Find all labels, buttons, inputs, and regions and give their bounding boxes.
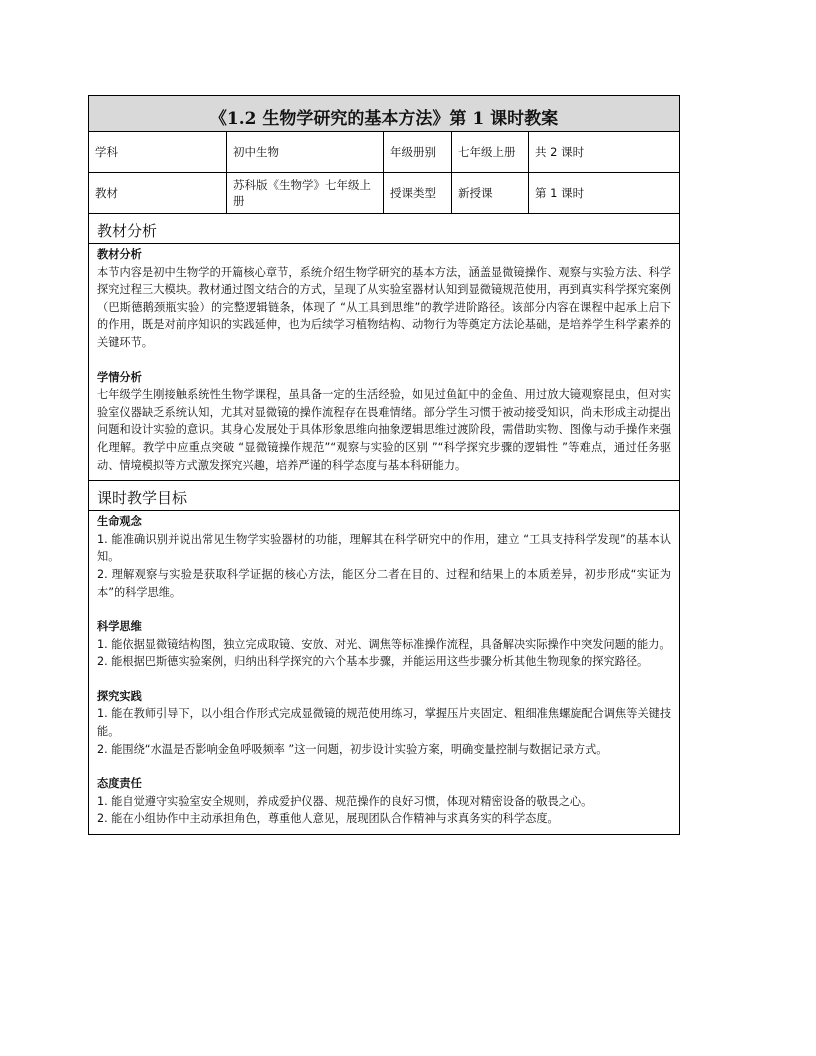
goal-group-title: 态度责任	[97, 777, 142, 791]
goal-item: 1. 能依据显微镜结构图，独立完成取镜、安放、对光、调焦等标准操作流程，具备解决实际操作中突发问题的能力。	[97, 637, 671, 651]
meta-row-subject	[89, 132, 680, 173]
goal-group-title: 生命观念	[97, 515, 142, 529]
goal-item: 1. 能在教师引导下，以小组合作形式完成显微镜的规范使用练习，掌握压片夹固定、粗细准焦螺旋配合调焦等关键技能。	[97, 707, 672, 739]
goal-item: 1. 能自觉遵守实验室安全规则，养成爱护仪器、规范操作的良好习惯，体现对精密设备的敬畏之心。	[97, 794, 593, 808]
goal-item: 2. 理解观察与实验是获取科学证据的核心方法，能区分二者在目的、过程和结果上的本质差异，初步形成“实证为本”的科学思维。	[97, 567, 672, 599]
document-title: 《1.2 生物学研究的基本方法》第 1 课时教案	[89, 96, 680, 132]
goal-item: 2. 能根据巴斯德实验案例，归纳出科学探究的六个基本步骤，并能运用这些步骤分析其他生物现象的探究路径。	[97, 655, 649, 669]
textbook-analysis-text: 本节内容是初中生物学的开篇核心章节，系统介绍生物学研究的基本方法，涵盖显微镜操作、观察与实验方法、科学探究过程三大模块。教材通过图文结合的方式，呈现了从实验室器材认知到显微镜规范使用，再到真实科学探究案例（巴斯德鹅颈瓶实验）的完整逻辑链条，体现了 “从工具到思维”的教学进阶路径。该部分内容在课程中起承上启下的作用，既是对前序知识的实践延伸，也为后续学习植物结构、动物行为等奠定方法论基础，是培养学生科学素养的关键环节。	[97, 265, 672, 349]
meta-row-textbook	[89, 173, 680, 214]
lesson-plan-table	[88, 95, 680, 835]
section-heading-analysis: 教材分析	[89, 214, 680, 244]
goals-body	[89, 511, 680, 835]
subject-label: 学科	[89, 132, 227, 173]
subject-value: 初中生物	[227, 132, 384, 173]
goal-item: 2. 能在小组协作中主动承担角色，尊重他人意见，展现团队合作精神与求真务实的科学态度。	[97, 812, 559, 826]
section-heading-goals: 课时教学目标	[89, 481, 680, 511]
lesson-type-value: 新授课	[452, 173, 529, 214]
current-period: 第 1 课时	[529, 173, 680, 214]
grade-value: 七年级上册	[452, 132, 529, 173]
goal-group-title: 探究实践	[97, 689, 142, 703]
grade-label: 年级册别	[384, 132, 452, 173]
goal-item: 1. 能准确识别并说出常见生物学实验器材的功能，理解其在科学研究中的作用，建立 “工具支持科学发现”的基本认知。	[97, 532, 672, 564]
student-analysis-text: 七年级学生刚接触系统性生物学课程，虽具备一定的生活经验，如见过鱼缸中的金鱼、用过放大镜观察昆虫，但对实验室仪器缺乏系统认知，尤其对显微镜的操作流程存在畏难情绪。部分学生习惯于被动接受知识，尚未形成主动提出问题和设计实验的意识。其身心发展处于具体形象思维向抽象逻辑思维过渡阶段，需借助实物、图像与动手操作来强化理解。教学中应重点突破 “显微镜操作规范”“观察与实验的区别 ”“科学探究步骤的逻辑性 ”等难点，通过任务驱动、情境模拟等方式激发探究兴趣，培养严谨的科学态度与基本科研能力。	[97, 388, 672, 472]
total-periods: 共 2 课时	[529, 132, 680, 173]
goal-item: 2. 能围绕“水温是否影响金鱼呼吸频率 ”这一问题，初步设计实验方案，明确变量控制与数据记录方式。	[97, 742, 608, 756]
lesson-type-label: 授课类型	[384, 173, 452, 214]
analysis-body	[89, 244, 680, 481]
lesson-plan-page	[88, 95, 679, 835]
textbook-label: 教材	[89, 173, 227, 214]
subheading-student-analysis: 学情分析	[97, 370, 142, 384]
textbook-value: 苏科版《生物学》七年级上册	[227, 173, 384, 214]
goal-group-title: 科学思维	[97, 620, 142, 634]
subheading-textbook-analysis: 教材分析	[97, 248, 142, 261]
